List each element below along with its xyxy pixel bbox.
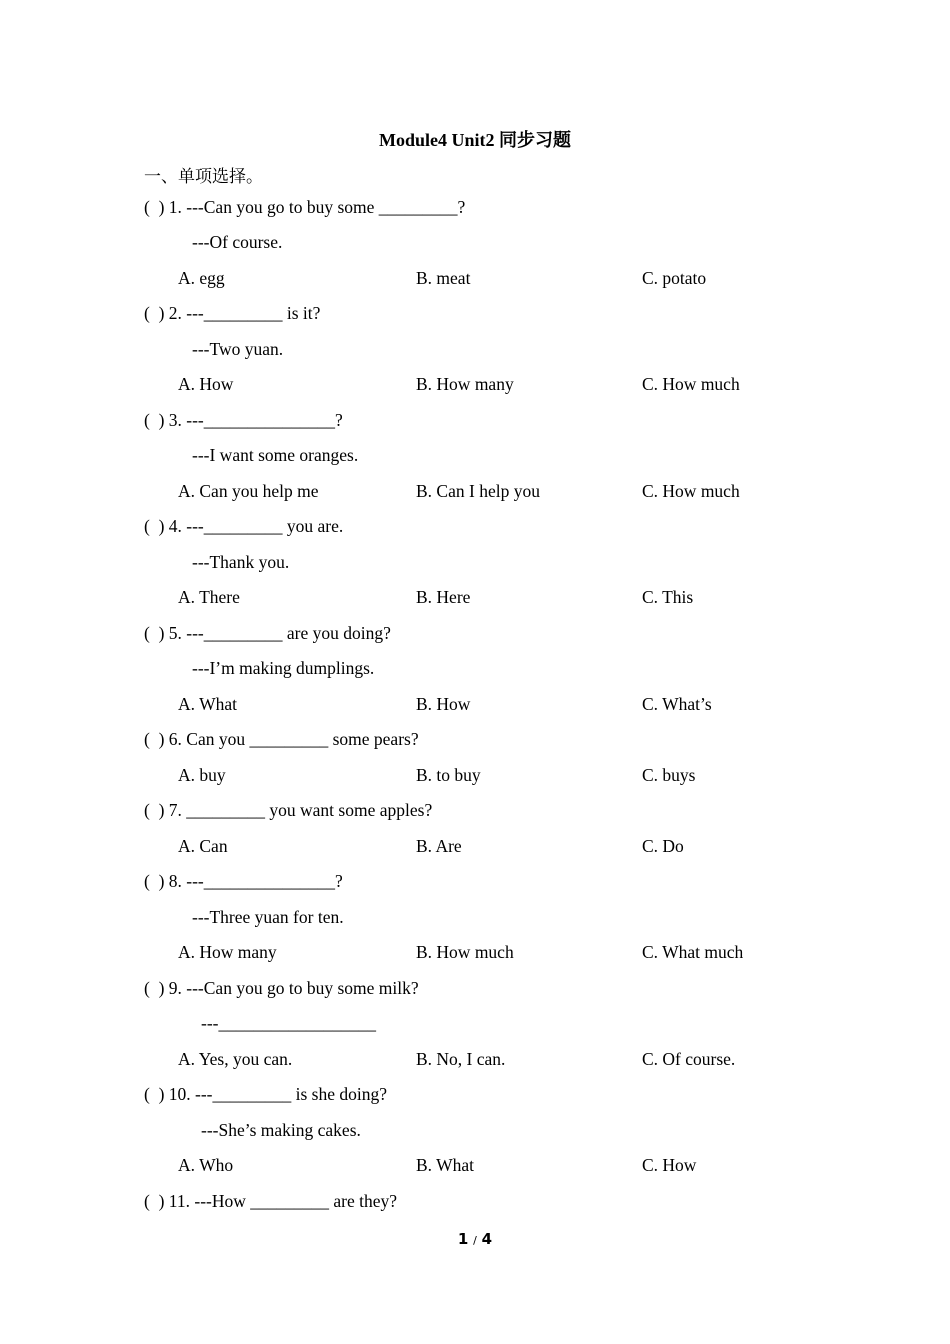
option-a: A. What — [178, 694, 237, 714]
option-c: C. How much — [642, 374, 740, 394]
answer-line: ---__________________ — [201, 1013, 376, 1033]
option-a: A. buy — [178, 765, 226, 785]
option-b: B. Here — [416, 587, 471, 607]
question-stem: ( ) 10. ---_________ is she doing? — [144, 1084, 388, 1104]
page-number — [0, 1230, 950, 1248]
option-c: C. How much — [642, 481, 740, 501]
option-b: B. How — [416, 694, 471, 714]
question-stem: ( ) 3. ---_______________? — [144, 410, 343, 430]
option-a: A. Can — [178, 836, 228, 856]
answer-line: ---I want some oranges. — [192, 445, 359, 465]
option-b: B. Are — [416, 836, 462, 856]
question-stem: ( ) 4. ---_________ you are. — [144, 516, 344, 536]
option-c: C. buys — [642, 765, 696, 785]
question-stem: ( ) 5. ---_________ are you doing? — [144, 623, 391, 643]
answer-line: ---Thank you. — [192, 552, 290, 572]
option-a: A. Who — [178, 1155, 234, 1175]
option-b: B. What — [416, 1155, 475, 1175]
option-a: A. How — [178, 374, 234, 394]
option-a: A. Can you help me — [178, 481, 319, 501]
option-b: B. to buy — [416, 765, 481, 785]
answer-line: ---Three yuan for ten. — [192, 907, 344, 927]
option-c: C. How — [642, 1155, 697, 1175]
question-stem: ( ) 6. Can you _________ some pears? — [144, 729, 419, 749]
answer-line: ---Two yuan. — [192, 339, 284, 359]
option-c: C. Of course. — [642, 1049, 736, 1069]
option-c: C. This — [642, 587, 694, 607]
option-c: C. What’s — [642, 694, 712, 714]
question-stem: ( ) 9. ---Can you go to buy some milk? — [144, 978, 419, 998]
answer-line: ---I’m making dumplings. — [192, 658, 375, 678]
answer-line: ---Of course. — [192, 232, 283, 252]
page-title: Module4 Unit2 同步习题 — [378, 130, 571, 150]
question-stem: ( ) 8. ---_______________? — [144, 871, 343, 891]
option-b: B. No, I can. — [416, 1049, 506, 1069]
option-b: B. meat — [416, 268, 471, 288]
option-a: A. How many — [178, 942, 277, 962]
option-b: B. Can I help you — [416, 481, 540, 501]
page-current: 1 — [457, 1230, 469, 1248]
option-a: A. egg — [178, 268, 225, 288]
option-b: B. How many — [416, 374, 514, 394]
page-total: 4 — [481, 1230, 493, 1248]
answer-line: ---She’s making cakes. — [201, 1120, 361, 1140]
option-a: A. Yes, you can. — [178, 1049, 293, 1069]
option-c: C. potato — [642, 268, 707, 288]
question-stem: ( ) 1. ---Can you go to buy some _________? — [144, 197, 466, 217]
page-separator: / — [473, 1234, 477, 1247]
option-c: C. Do — [642, 836, 684, 856]
option-b: B. How much — [416, 942, 514, 962]
question-stem: ( ) 7. _________ you want some apples? — [144, 800, 433, 820]
question-stem: ( ) 11. ---How _________ are they? — [144, 1191, 398, 1211]
section-heading: 一、单项选择。 — [144, 167, 263, 187]
option-c: C. What much — [642, 942, 744, 962]
question-stem: ( ) 2. ---_________ is it? — [144, 303, 321, 323]
option-a: A. There — [178, 587, 240, 607]
